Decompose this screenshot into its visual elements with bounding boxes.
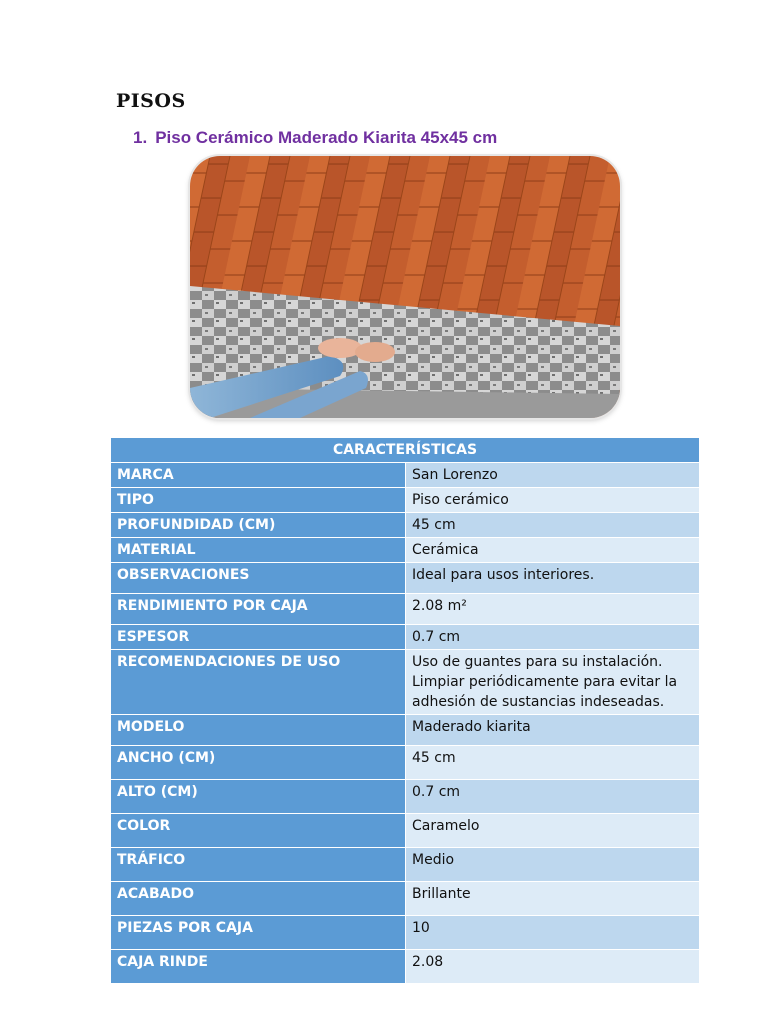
row-key: COLOR <box>111 814 406 848</box>
row-key: TRÁFICO <box>111 848 406 882</box>
table-row <box>111 594 700 625</box>
row-key: PIEZAS POR CAJA <box>111 916 406 950</box>
row-value: 0.7 cm <box>406 625 700 650</box>
page-heading: PISOS <box>116 90 186 112</box>
row-key: RENDIMIENTO POR CAJA <box>111 594 406 625</box>
row-value: Piso cerámico <box>406 488 700 513</box>
row-value: 2.08 <box>406 950 700 984</box>
row-value: Caramelo <box>406 814 700 848</box>
row-value: Uso de guantes para su instalación. Limpiar periódicamente para evitar la adhesión de sustancias indeseadas. <box>406 650 700 715</box>
row-value: 45 cm <box>406 513 700 538</box>
row-value: 10 <box>406 916 700 950</box>
table-header: CARACTERÍSTICAS <box>111 438 700 463</box>
row-value: San Lorenzo <box>406 463 700 488</box>
table-row <box>111 848 700 882</box>
row-value: Maderado kiarita <box>406 715 700 746</box>
table-row <box>111 746 700 780</box>
row-key: MARCA <box>111 463 406 488</box>
row-key: PROFUNDIDAD (CM) <box>111 513 406 538</box>
table-row <box>111 882 700 916</box>
list-number: 1. <box>133 128 148 147</box>
row-value: 45 cm <box>406 746 700 780</box>
characteristics-table <box>110 437 700 984</box>
row-key: ACABADO <box>111 882 406 916</box>
product-title <box>133 128 497 148</box>
table-row <box>111 463 700 488</box>
row-key: ALTO (CM) <box>111 780 406 814</box>
row-value: 2.08 m² <box>406 594 700 625</box>
table-row <box>111 488 700 513</box>
table-row <box>111 563 700 594</box>
product-photo <box>190 156 620 418</box>
table-row <box>111 625 700 650</box>
table-row <box>111 814 700 848</box>
product-title-text: Piso Cerámico Maderado Kiarita 45x45 cm <box>155 128 498 147</box>
row-value: Ideal para usos interiores. <box>406 563 700 594</box>
row-key: MODELO <box>111 715 406 746</box>
row-value: Brillante <box>406 882 700 916</box>
table-row <box>111 715 700 746</box>
table-row <box>111 916 700 950</box>
row-key: TIPO <box>111 488 406 513</box>
row-key: MATERIAL <box>111 538 406 563</box>
table-row <box>111 513 700 538</box>
row-value: Medio <box>406 848 700 882</box>
row-key: ANCHO (CM) <box>111 746 406 780</box>
table-row <box>111 950 700 984</box>
row-value: Cerámica <box>406 538 700 563</box>
row-key: ESPESOR <box>111 625 406 650</box>
row-key: RECOMENDACIONES DE USO <box>111 650 406 715</box>
table-row <box>111 650 700 715</box>
table-row <box>111 538 700 563</box>
row-value: 0.7 cm <box>406 780 700 814</box>
row-key: OBSERVACIONES <box>111 563 406 594</box>
row-key: CAJA RINDE <box>111 950 406 984</box>
table-row <box>111 780 700 814</box>
